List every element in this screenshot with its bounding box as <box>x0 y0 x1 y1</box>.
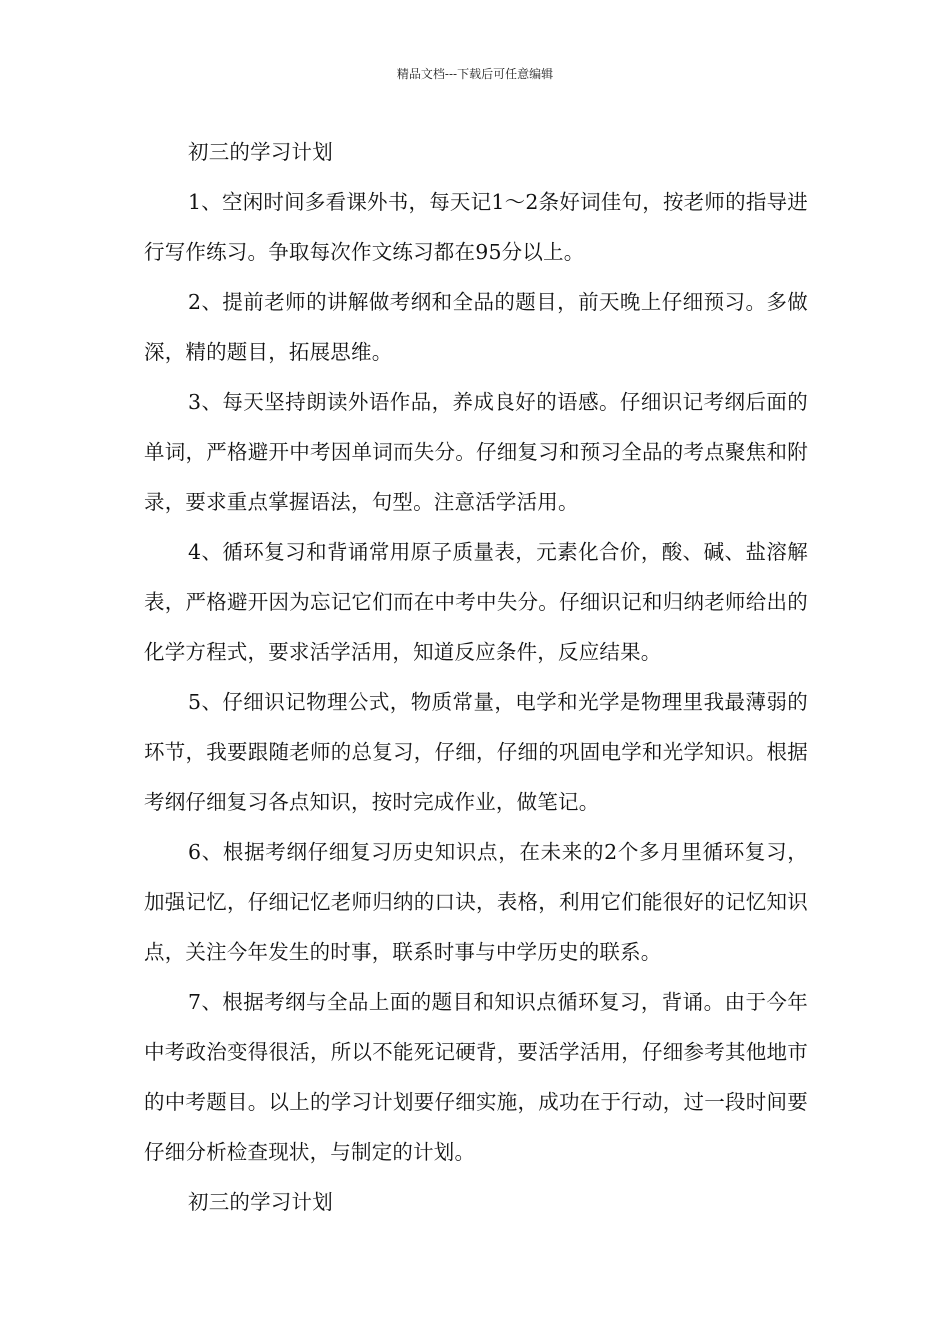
paragraph-6: 6、根据考纲仔细复习历史知识点，在未来的2个多月里循环复习，加强记忆，仔细记忆老师归纳的口诀，表格，利用它们能很好的记忆知识点，关注今年发生的时事，联系时事与中学历史的联系。 <box>144 840 808 964</box>
document-body <box>144 127 808 1227</box>
paragraph-1: 1、空闲时间多看课外书，每天记1～2条好词佳句，按老师的指导进行写作练习。争取每次作文练习都在95分以上。 <box>144 190 808 264</box>
paragraph-4: 4、循环复习和背诵常用原子质量表，元素化合价，酸、碱、盐溶解表，严格避开因为忘记它们而在中考中失分。仔细识记和归纳老师给出的化学方程式，要求活学活用，知道反应条件，反应结果。 <box>144 540 808 664</box>
paragraph-2: 2、提前老师的讲解做考纲和全品的题目，前天晚上仔细预习。多做深，精的题目，拓展思维。 <box>144 290 808 364</box>
paragraph-7: 7、根据考纲与全品上面的题目和知识点循环复习，背诵。由于今年中考政治变得很活，所以不能死记硬背，要活学活用，仔细参考其他地市的中考题目。以上的学习计划要仔细实施，成功在于行动，过一段时间要仔细分析检查现状，与制定的计划。 <box>144 990 808 1164</box>
closing-title: 初三的学习计划 <box>188 1190 333 1214</box>
paragraph-5: 5、仔细识记物理公式，物质常量，电学和光学是物理里我最薄弱的环节，我要跟随老师的总复习，仔细，仔细的巩固电学和光学知识。根据考纲仔细复习各点知识，按时完成作业，做笔记。 <box>144 690 808 814</box>
paragraph-3: 3、每天坚持朗读外语作品，养成良好的语感。仔细识记考纲后面的单词，严格避开中考因单词而失分。仔细复习和预习全品的考点聚焦和附录，要求重点掌握语法，句型。注意活学活用。 <box>144 390 808 514</box>
page-header: 精品文档---下载后可任意编辑 <box>396 67 554 81</box>
document-title: 初三的学习计划 <box>188 140 333 164</box>
